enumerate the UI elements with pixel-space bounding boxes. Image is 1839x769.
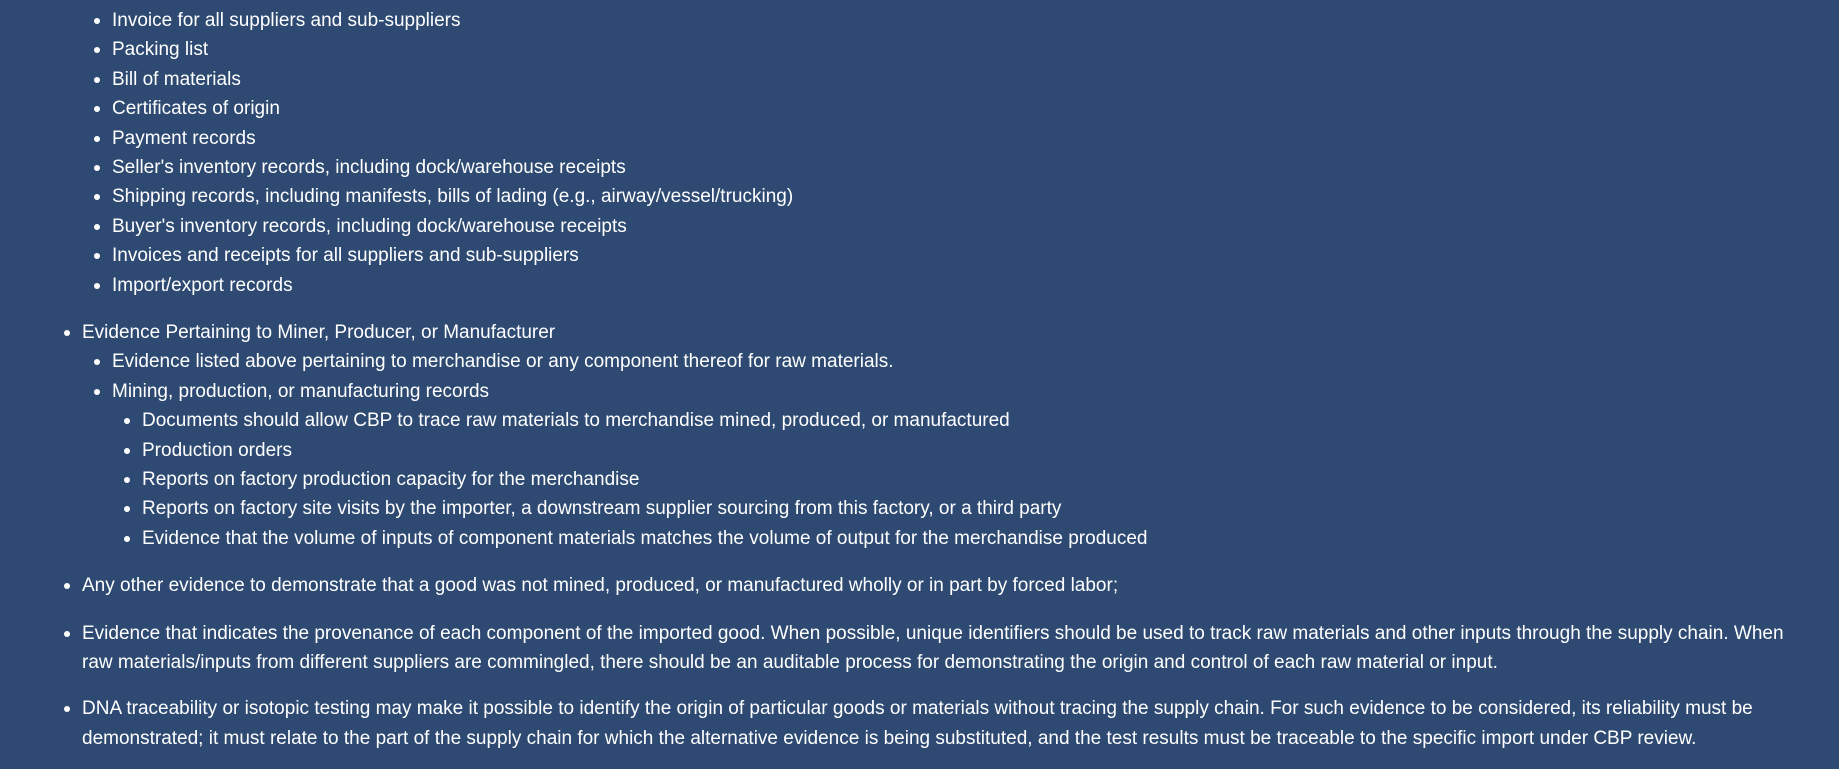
- other-evidence-item: Any other evidence to demonstrate that a good was not mined, produced, or manufactured wholly or in part by forced labor;: [82, 571, 1839, 600]
- list-item: Invoices and receipts for all suppliers and sub-suppliers: [112, 241, 793, 270]
- records-sublist: [112, 406, 1839, 553]
- dna-traceability-item: DNA traceability or isotopic testing may make it possible to identify the origin of particular goods or materials without tracing the supply chain. For such evidence to be considered, its reliability must be demonstrated; it must relate to the part of the supply chain for which the alternative evidence is being substituted, and the test results must be traceable to the specific import under CBP review.: [82, 694, 1802, 753]
- list-item: Evidence that the volume of inputs of component materials matches the volume of output for the merchandise produced: [142, 524, 1839, 553]
- list-item: Production orders: [142, 436, 1839, 465]
- list-item: Documents should allow CBP to trace raw materials to merchandise mined, produced, or manufactured: [142, 406, 1839, 435]
- evidence-list: [0, 318, 1839, 753]
- miner-evidence-item: [82, 318, 1839, 553]
- list-item: Import/export records: [112, 271, 793, 300]
- records-item: [112, 377, 1839, 553]
- list-item: Reports on factory production capacity for the merchandise: [142, 465, 1839, 494]
- list-item: Certificates of origin: [112, 94, 793, 123]
- list-item: Payment records: [112, 124, 793, 153]
- miner-evidence-sublist: [82, 347, 1839, 553]
- provenance-item: Evidence that indicates the provenance of each component of the imported good. When possible, unique identifiers should be used to track raw materials and other inputs through the supply chain. When raw materials/inputs from different suppliers are commingled, there should be an auditable process for demonstrating the origin and control of each raw material or input.: [82, 619, 1802, 678]
- list-item: Reports on factory site visits by the importer, a downstream supplier sourcing from this factory, or a third party: [142, 494, 1839, 523]
- list-item: Bill of materials: [112, 65, 793, 94]
- list-item: Invoice for all suppliers and sub-suppliers: [112, 6, 793, 35]
- records-label: Mining, production, or manufacturing records: [112, 380, 490, 402]
- list-item: Evidence listed above pertaining to merchandise or any component thereof for raw materials.: [112, 347, 1839, 376]
- miner-evidence-heading: Evidence Pertaining to Miner, Producer, or Manufacturer: [82, 322, 556, 343]
- list-item: Shipping records, including manifests, bills of lading (e.g., airway/vessel/trucking): [112, 182, 793, 211]
- list-item: Buyer's inventory records, including dock/warehouse receipts: [112, 212, 793, 241]
- supporting-records-list: [112, 6, 793, 300]
- list-item: Seller's inventory records, including dock/warehouse receipts: [112, 153, 793, 182]
- list-item: Packing list: [112, 35, 793, 64]
